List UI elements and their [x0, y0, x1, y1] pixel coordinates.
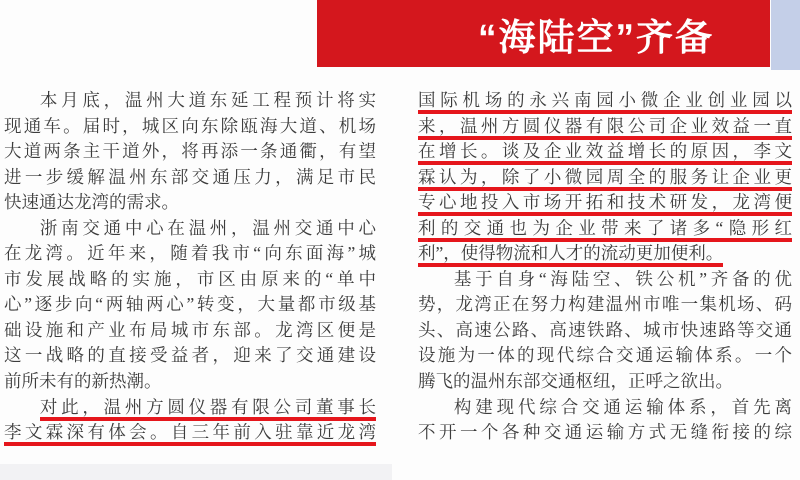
headline-title: “海陆空”齐备 [478, 16, 714, 58]
text-line [4, 139, 376, 165]
text-line [4, 395, 376, 421]
text-line [418, 190, 792, 216]
underlined-text: 来，温州方圆仪器有限公司企业效益一直 [418, 116, 792, 140]
text-line [4, 241, 376, 267]
text-line [4, 114, 376, 140]
underlined-text: 利”，使得物流和人才的流动更加便利。 [418, 243, 723, 267]
article-text: 腾飞的温州东部交通枢纽，正呼之欲出。 [418, 371, 733, 392]
underlined-text: 利的交通也为企业带来了诸多“隐形红 [418, 218, 792, 242]
text-line [418, 114, 792, 140]
text-line [418, 241, 792, 267]
text-line [418, 216, 792, 242]
article-text: 头、高速公路、高速铁路、城市快速路等交通 [418, 319, 792, 340]
text-line [418, 292, 792, 318]
article-text: 浙南交通中心在温州，温州交通中心 [39, 217, 376, 238]
text-line [418, 88, 792, 114]
article-text: 这一战略的直接受益者，迎来了交通建设 [4, 345, 376, 366]
article-text: 快速通达龙湾的需求。 [4, 192, 179, 213]
text-line [4, 420, 376, 446]
article-text: 基于自身“海陆空、铁公机”齐备的优 [453, 268, 792, 289]
article-text: 本月底，温州大道东延工程预计将实 [39, 90, 376, 110]
underlined-text: 国际机场的永兴南园小微企业创业园以 [418, 90, 792, 114]
text-line [418, 318, 792, 344]
article-text: 市发展战略的实施，市区由原来的“单中 [4, 268, 376, 289]
article-text: 前所未有的新热潮。 [4, 371, 162, 392]
text-line [4, 165, 376, 191]
text-line [4, 267, 376, 293]
text-line [4, 292, 376, 318]
article-text: 势，龙湾正在努力构建温州市唯一集机场、码 [418, 294, 792, 315]
underlined-text: 霖认为，除了小微园周全的服务让企业更 [418, 167, 792, 191]
article-column-left [4, 88, 376, 446]
underlined-text: 李文霖深有体会。自三年前入驻靠近龙湾 [4, 422, 376, 446]
article-text: 构建现代综合交通运输体系，首先离 [453, 396, 792, 417]
article-text: 进一步缓解温州东部交通压力，满足市民 [4, 166, 376, 187]
article-text: 现通车。届时，城区向东除瓯海大道、机场 [4, 115, 376, 136]
article-text: 设施为一体的现代综合交通运输体系。一个 [418, 345, 792, 366]
text-line [418, 267, 792, 293]
text-line [418, 139, 792, 165]
decorative-corner-strip [771, 0, 800, 70]
underlined-text: 专心地投入市场开拓和技术研发，龙湾便 [418, 192, 792, 216]
text-line [4, 369, 376, 395]
text-line [418, 165, 792, 191]
underlined-text: 对此，温州方圆仪器有限公司董事长 [40, 397, 376, 421]
underlined-text: 在增长。谈及企业效益增长的原因，李文 [418, 141, 792, 165]
text-line [4, 190, 376, 216]
bottom-scan-shade [0, 464, 392, 480]
article-text: 础设施和产业布局城市东部。龙湾区便是 [4, 319, 376, 340]
text-line [418, 420, 792, 446]
article-column-right [418, 88, 792, 446]
text-line [418, 395, 792, 421]
article-text: 大道两条主干道外，将再添一条通衢，有望 [4, 141, 376, 162]
text-line [4, 343, 376, 369]
article-text: 在龙湾。近年来，随着我市“向东面海”城 [4, 243, 376, 264]
article-text: 心”逐步向“两轴两心”转变，大量都市级基 [4, 294, 376, 315]
text-line [4, 216, 376, 242]
text-line [4, 318, 376, 344]
text-line [418, 369, 792, 395]
text-line [4, 88, 376, 114]
headline-banner [317, 0, 770, 67]
article-text: 不开一个各种交通运输方式无缝衔接的综 [418, 422, 792, 443]
text-line [418, 343, 792, 369]
